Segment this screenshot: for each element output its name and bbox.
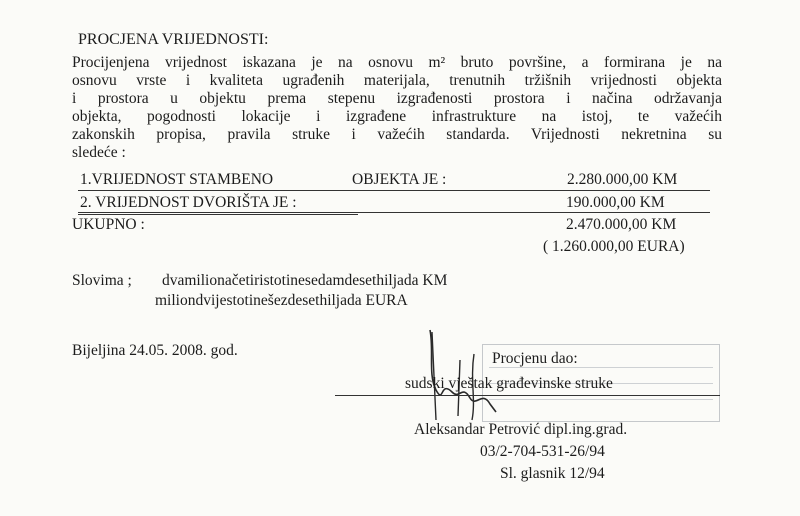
expert-role: sudski vještak građevinske struke	[405, 375, 613, 392]
in-words-line-1: dvamilionačetiristotinesedamdesethiljada KM	[162, 272, 448, 289]
signature-line	[335, 395, 720, 396]
paragraph-line: i prostora u objektu prema stepenu izgrađenosti prostora i načina održavanja	[72, 90, 722, 107]
item-2-amount: 190.000,00 KM	[566, 194, 665, 211]
paragraph-line: osnovu vrste i kvaliteta ugrađenih materijala, trenutnih tržišnih vrijednosti objekta	[72, 72, 722, 89]
total-amount-eur: ( 1.260.000,00 EURA)	[543, 238, 685, 255]
total-amount: 2.470.000,00 KM	[566, 216, 677, 233]
paragraph-line: sledeće :	[72, 144, 126, 161]
paragraph-line: Procijenjena vrijednost iskazana je na osnovu m² bruto površine, a formirana je na	[72, 54, 722, 71]
paragraph-line: objekta, pogodnosti lokacije i izgrađene infrastrukture na istoj, te važećih	[72, 108, 722, 125]
item-2-underline	[78, 212, 710, 213]
stamp-line	[489, 399, 713, 400]
item-1-underline	[78, 190, 710, 191]
item-1-label: 1.VRIJEDNOST STAMBENO	[80, 171, 274, 188]
item-1-label-suffix: OBJEKTA JE :	[352, 171, 447, 188]
document-heading: PROCJENA VRIJEDNOSTI:	[78, 31, 269, 48]
item-2-underline-second	[78, 214, 358, 215]
item-1-amount: 2.280.000,00 KM	[567, 171, 678, 188]
gazette-reference: Sl. glasnik 12/94	[500, 465, 605, 482]
assessed-by-label: Procjenu dao:	[492, 350, 578, 367]
in-words-line-2: miliondvijestotinešezdesethiljada EURA	[155, 292, 408, 309]
total-label: UKUPNO :	[72, 216, 145, 233]
expert-name: Aleksandar Petrović dipl.ing.grad.	[414, 421, 628, 438]
paragraph-line: zakonskih propisa, pravila struke i važećih standarda. Vrijednosti nekretnina su	[72, 126, 722, 143]
license-number: 03/2-704-531-26/94	[480, 443, 605, 460]
item-2-label: 2. VRIJEDNOST DVORIŠTA JE :	[80, 194, 297, 211]
in-words-label: Slovima ;	[72, 272, 132, 289]
place-date: Bijeljina 24.05. 2008. god.	[72, 342, 238, 359]
